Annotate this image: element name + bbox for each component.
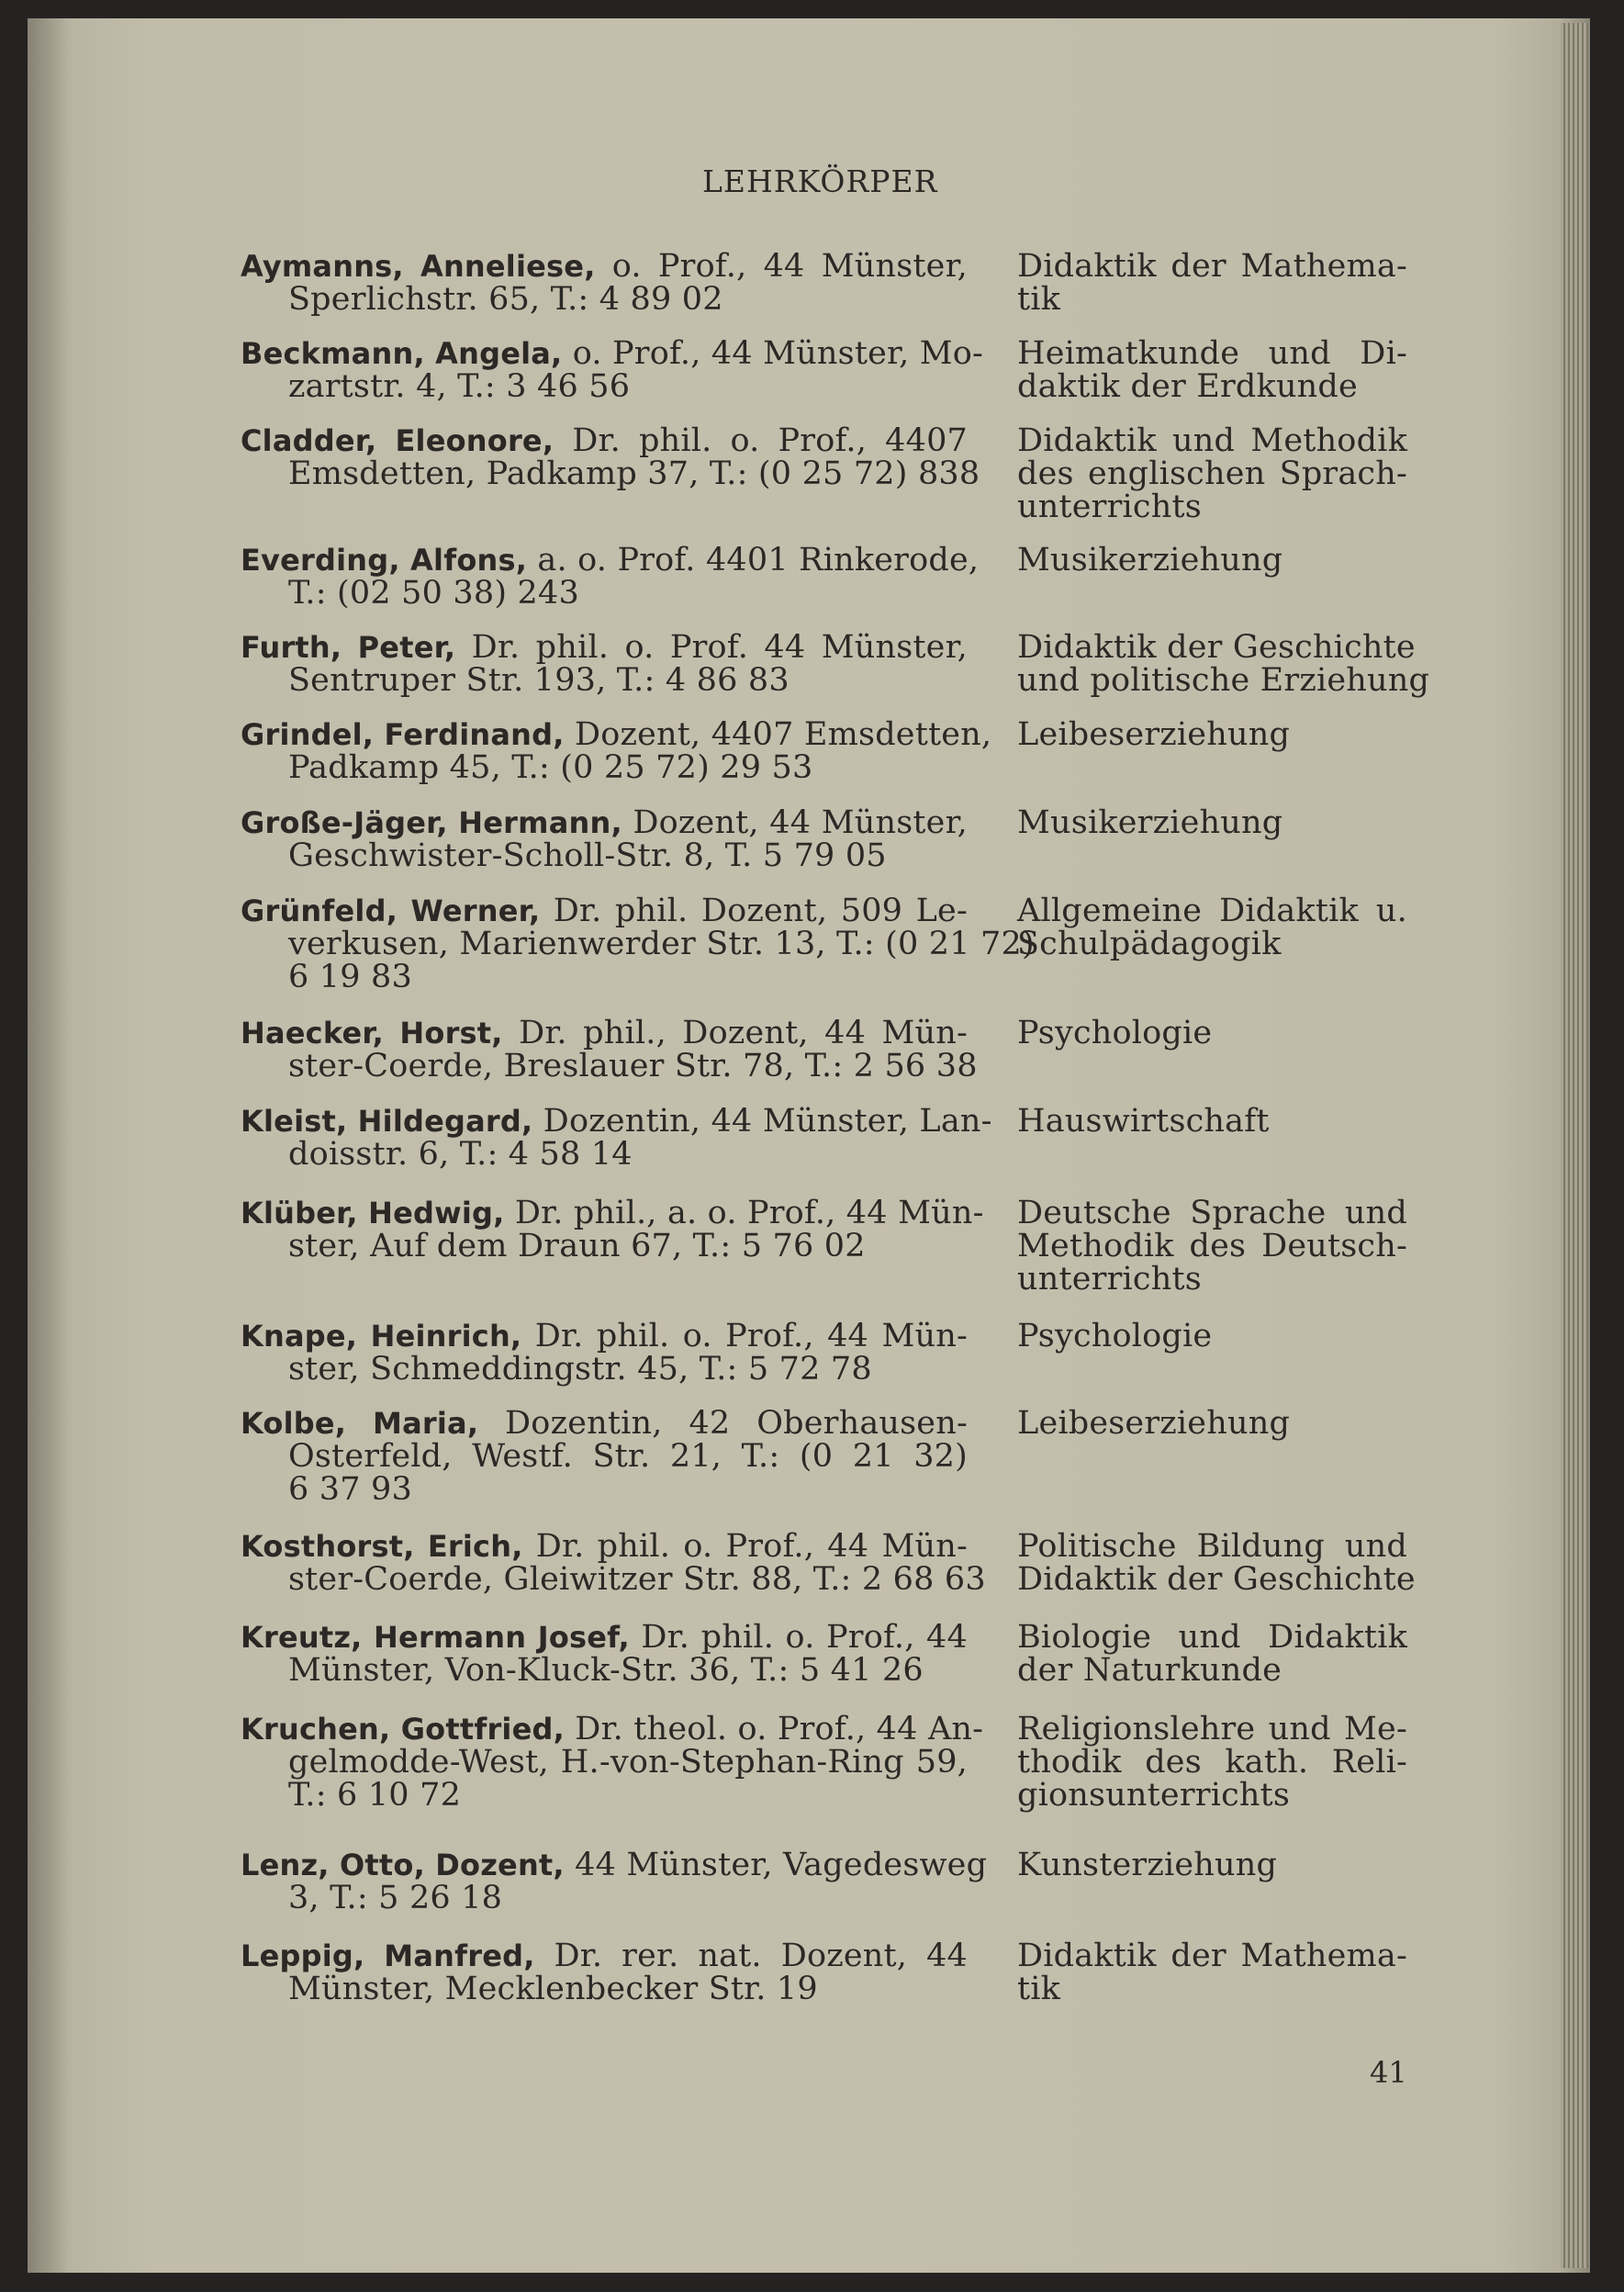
entry-address-line: Sentruper Str. 193, T.: 4 86 83	[288, 662, 790, 699]
entry-subject-line: tik	[1017, 281, 1061, 318]
entry-details: Dr. phil. o. Prof., 44 Mün-	[521, 1318, 968, 1354]
entry-name: Haecker, Horst,	[241, 1016, 503, 1050]
entry-subject	[1017, 424, 1407, 523]
entry-first-line	[241, 1621, 968, 1654]
entry-address-line: doisstr. 6, T.: 4 58 14	[288, 1136, 633, 1173]
entry-first-line	[241, 1017, 968, 1050]
entry-address-line: 6 37 93	[288, 1471, 412, 1508]
entry-subject-line: unterrichts	[1017, 489, 1202, 525]
entry-details: Dr. phil. o. Prof. 44 Münster,	[455, 629, 968, 666]
entry-subject-line: des englischen Sprach-	[1017, 455, 1407, 492]
entry-name: Cladder, Eleonore,	[241, 423, 554, 458]
entry-subject-line: Didaktik der Mathema-	[1017, 1938, 1407, 1974]
entry-subject-line: Heimatkunde und Di-	[1017, 335, 1407, 372]
entry-subject-line: und politische Erziehung	[1017, 662, 1430, 699]
entry-details: Dr. rer. nat. Dozent, 44	[534, 1938, 969, 1974]
entry-subject	[1017, 806, 1407, 839]
entry-details: Dr. phil. o. Prof., 44	[629, 1619, 968, 1656]
entry-address-line: ster, Schmeddingstr. 45, T.: 5 72 78	[288, 1351, 872, 1388]
entry-address	[241, 631, 968, 697]
entry-name: Lenz, Otto, Dozent,	[241, 1848, 565, 1882]
entry-subject	[1017, 1621, 1407, 1687]
entry-details: Dr. phil. Dozent, 509 Le-	[540, 893, 968, 929]
entry-address	[241, 716, 992, 786]
entry-details: Dozent, 44 Münster,	[622, 804, 968, 841]
entry-subject-line: Religionslehre und Me-	[1017, 1711, 1407, 1747]
entry-address	[241, 1711, 984, 1814]
entry-details: Dr. phil. o. Prof., 4407	[554, 422, 968, 459]
entry-name: Furth, Peter,	[241, 630, 456, 665]
entry-address	[241, 1195, 984, 1264]
entry-details: 44 Münster, Vagedesweg	[564, 1847, 988, 1883]
entry-subject-line: Schulpädagogik	[1017, 926, 1282, 962]
entry-name: Kleist, Hildegard,	[241, 1104, 533, 1139]
entry-address-line: Münster, Mecklenbecker Str. 19	[288, 1971, 818, 2007]
entry-first-line	[241, 335, 984, 372]
entry-subject-line: Biologie und Didaktik	[1017, 1619, 1407, 1656]
entry-subject-line: Leibeserziehung	[1017, 716, 1291, 753]
entry-subject-line: Leibeserziehung	[1017, 1405, 1291, 1442]
entry-subject-line: der Naturkunde	[1017, 1652, 1282, 1689]
entry-name: Knape, Heinrich,	[241, 1319, 522, 1354]
entry-name: Kosthorst, Erich,	[241, 1529, 523, 1564]
entry-subject	[1017, 1939, 1407, 2006]
entry-first-line	[241, 806, 968, 839]
entry-first-line	[241, 250, 968, 283]
entry-subject-line: unterrichts	[1017, 1261, 1202, 1298]
page-edges	[1561, 23, 1588, 2268]
entry-first-line	[241, 1530, 968, 1563]
entry-subject-line: Kunsterziehung	[1017, 1847, 1278, 1883]
entry-address	[241, 806, 968, 872]
entry-subject	[1017, 1197, 1407, 1296]
entry-subject-line: thodik des kath. Reli-	[1017, 1744, 1407, 1781]
entry-address	[241, 1320, 968, 1386]
entry-address	[241, 1103, 992, 1173]
entry-first-line	[241, 1103, 992, 1140]
entry-address-line: T.: 6 10 72	[288, 1777, 462, 1814]
entry-first-line	[241, 894, 968, 927]
entry-first-line	[241, 1320, 968, 1353]
entry-name: Kreutz, Hermann Josef,	[241, 1620, 630, 1655]
entry-subject-line: Allgemeine Didaktik u.	[1017, 893, 1407, 929]
entry-first-line	[241, 542, 980, 579]
entry-subject-line: Musikerziehung	[1017, 804, 1283, 841]
entry-subject-line: Didaktik der Geschichte	[1017, 1561, 1416, 1598]
entry-subject-line: Didaktik der Geschichte	[1017, 629, 1416, 666]
entry-subject-line: Didaktik und Methodik	[1017, 422, 1407, 459]
entry-name: Kolbe, Maria,	[241, 1406, 479, 1441]
entry-details: Dr. phil., a. o. Prof., 44 Mün-	[504, 1195, 984, 1231]
entry-first-line	[241, 1939, 968, 1972]
entry-first-line	[241, 716, 992, 753]
entry-address-line: ster-Coerde, Gleiwitzer Str. 88, T.: 2 68 63	[288, 1561, 986, 1598]
entry-first-line	[241, 1407, 968, 1440]
entry-subject	[1017, 1713, 1407, 1812]
entry-address-line: zartstr. 4, T.: 3 46 56	[288, 368, 631, 405]
entry-name: Grindel, Ferdinand,	[241, 717, 565, 752]
entry-address-line: Padkamp 45, T.: (0 25 72) 29 53	[288, 749, 813, 786]
entry-address-line: Geschwister-Scholl-Str. 8, T. 5 79 05	[288, 837, 887, 874]
entry-address	[241, 1939, 968, 2006]
page-title: LEHRKÖRPER	[702, 163, 938, 199]
page-number: 41	[1370, 2055, 1407, 2090]
entry-name: Große-Jäger, Hermann,	[241, 805, 622, 840]
entry-name: Kruchen, Gottfried,	[241, 1712, 565, 1747]
entry-subject	[1017, 629, 1430, 699]
entry-subject-line: gionsunterrichts	[1017, 1777, 1291, 1814]
entry-name: Everding, Alfons,	[241, 543, 528, 578]
entry-subject	[1017, 1017, 1407, 1050]
entry-subject-line: Methodik des Deutsch-	[1017, 1228, 1407, 1264]
entry-address	[241, 1621, 968, 1687]
entry-subject-line: Politische Bildung und	[1017, 1528, 1407, 1565]
entry-details: Dr. phil. o. Prof., 44 Mün-	[522, 1528, 968, 1565]
entry-subject-line: Psychologie	[1017, 1318, 1213, 1354]
entry-subject-line: Psychologie	[1017, 1015, 1213, 1051]
entry-subject	[1017, 1320, 1407, 1353]
entry-address-line: verkusen, Marienwerder Str. 13, T.: (0 21 72)	[288, 926, 1035, 962]
entry-subject	[1017, 1105, 1407, 1138]
entry-address	[241, 542, 980, 612]
entry-subject	[1017, 337, 1407, 403]
entry-details: o. Prof., 44 Münster,	[595, 248, 968, 285]
entry-subject	[1017, 250, 1407, 316]
entry-first-line	[241, 1195, 984, 1231]
entry-address-line: 6 19 83	[288, 959, 412, 995]
entry-subject-line: daktik der Erdkunde	[1017, 368, 1358, 405]
entry-details: Dozentin, 44 Münster, Lan-	[532, 1103, 992, 1140]
entry-subject-line: Deutsche Sprache und	[1017, 1195, 1407, 1231]
entry-details: Dozentin, 42 Oberhausen-	[478, 1405, 968, 1442]
entry-address-line: gelmodde-West, H.-von-Stephan-Ring 59,	[288, 1744, 968, 1781]
spine-shadow	[28, 18, 69, 2273]
entry-name: Klüber, Hedwig,	[241, 1196, 505, 1230]
entry-address	[241, 250, 968, 316]
entry-subject	[1017, 718, 1407, 751]
entry-subject-line: Didaktik der Mathema-	[1017, 248, 1407, 285]
entry-name: Beckmann, Angela,	[241, 336, 563, 371]
entry-name: Aymanns, Anneliese,	[241, 249, 596, 284]
entry-subject	[1017, 1848, 1407, 1882]
entry-address	[241, 335, 984, 405]
entry-subject-line: tik	[1017, 1971, 1061, 2007]
entry-subject	[1017, 1407, 1407, 1440]
entry-address	[241, 893, 1035, 995]
entry-address	[241, 1015, 978, 1084]
entry-subject	[1017, 894, 1407, 961]
entry-first-line	[241, 1711, 984, 1747]
entry-address-line: T.: (02 50 38) 243	[288, 575, 579, 612]
entry-address-line: Osterfeld, Westf. Str. 21, T.: (0 21 32)	[288, 1438, 968, 1475]
entry-address-line: Sperlichstr. 65, T.: 4 89 02	[288, 281, 723, 318]
entry-address-line: 3, T.: 5 26 18	[288, 1880, 503, 1916]
entry-details: o. Prof., 44 Münster, Mo-	[562, 335, 984, 372]
entry-address-line: ster, Auf dem Draun 67, T.: 5 76 02	[288, 1228, 866, 1264]
entry-subject	[1017, 1528, 1416, 1598]
entry-first-line	[241, 631, 968, 664]
entry-details: a. o. Prof. 4401 Rinkerode,	[527, 542, 980, 579]
entry-address-line: Münster, Von-Kluck-Str. 36, T.: 5 41 26	[288, 1652, 924, 1689]
entry-first-line	[241, 1847, 988, 1883]
entry-address	[241, 422, 980, 492]
entry-subject-line: Musikerziehung	[1017, 542, 1283, 579]
entry-address-line: ster-Coerde, Breslauer Str. 78, T.: 2 56 38	[288, 1048, 978, 1084]
entry-subject-line: Hauswirtschaft	[1017, 1103, 1270, 1140]
entry-address-line: Emsdetten, Padkamp 37, T.: (0 25 72) 838	[288, 455, 980, 492]
entry-address	[241, 1847, 988, 1916]
entry-details: Dr. phil., Dozent, 44 Mün-	[502, 1015, 968, 1051]
entry-first-line	[241, 424, 968, 457]
entry-details: Dozent, 4407 Emsdetten,	[564, 716, 992, 753]
entry-name: Grünfeld, Werner,	[241, 893, 541, 928]
entry-name: Leppig, Manfred,	[241, 1938, 535, 1973]
entry-details: Dr. theol. o. Prof., 44 An-	[564, 1711, 984, 1747]
entry-address	[241, 1528, 986, 1598]
entry-address	[241, 1407, 968, 1506]
entry-subject	[1017, 544, 1407, 577]
